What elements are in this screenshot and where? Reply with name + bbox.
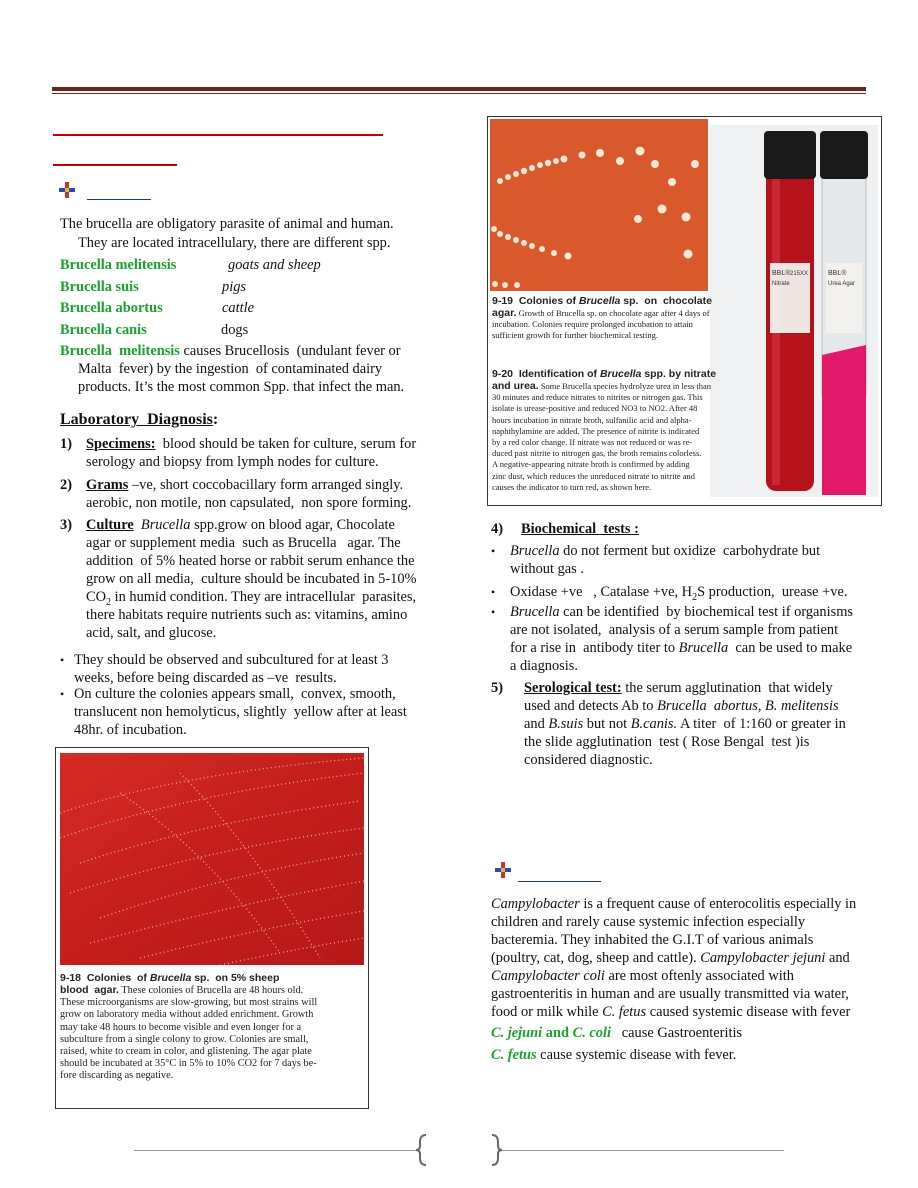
genus: Campylobacter jejuni <box>700 950 826 966</box>
item-title: Grams <box>86 477 129 493</box>
bullet-text: Oxidase +ve , Catalase +ve, H <box>510 584 693 600</box>
biochemical-heading <box>491 520 639 538</box>
list-item <box>60 685 450 741</box>
caption-title: 9-20 Identification of <box>492 368 600 380</box>
item-text: agar or supplement media such as Brucella agar. The <box>86 535 401 551</box>
melitensis-line3: products. It’s the most common Spp. that infect the man. <box>78 379 405 395</box>
caption-text: sufficient growth for further biochemical testing. <box>492 330 659 340</box>
blood-agar-photo <box>60 753 364 965</box>
caption-title: blood agar. <box>60 984 119 996</box>
co2-subscript: 2 <box>106 596 111 608</box>
campy-line: bacteremia. They inhabited the G.I.T of various animals <box>491 932 814 948</box>
campy-text: is a frequent cause of enterocolitis especially in <box>579 896 857 912</box>
footer-rule-left <box>134 1150 418 1151</box>
species-host: dogs <box>221 322 249 338</box>
bullet-text: a diagnosis. <box>510 658 578 674</box>
chocolate-agar-photo <box>490 119 708 291</box>
species-name: Brucella canis <box>60 322 147 338</box>
species-italic: Brucella abortus, B. melitensis <box>657 698 839 714</box>
campy-line: gastroenteritis in human and are usually transmitted via water, <box>491 986 849 1002</box>
item-text: used and detects Ab to <box>524 698 658 714</box>
caption-text: should be incubated at 35°C in 5% to 10% CO2 for 7 days be- <box>60 1058 317 1070</box>
figure-blood-agar <box>55 747 369 1109</box>
item-text: grow on all media, culture should be incubated in 5-10% <box>86 571 417 587</box>
campy-line <box>491 967 794 985</box>
title-underline <box>53 134 383 136</box>
bullet-text: without gas . <box>510 561 584 577</box>
melitensis-line1 <box>60 342 401 360</box>
item-text: –ve, short coccobacillary form arranged singly. <box>128 477 404 493</box>
campy-text: (poultry, cat, dog, sheep and cattle). <box>491 950 701 966</box>
co2-text: CO <box>86 589 106 605</box>
campy-line: children and rarely cause systemic infection especially <box>491 914 806 930</box>
species-host: pigs <box>222 279 246 295</box>
campy-text: food or milk while <box>491 1004 603 1020</box>
campy-line <box>491 1003 850 1021</box>
caption-title: agar. <box>492 307 517 319</box>
tube1-code: 215XX <box>790 271 809 277</box>
item-number: 1) <box>60 436 72 452</box>
bullet-dot-icon: • <box>491 605 496 619</box>
caption-text: A negative-appearing nitrate broth is confirmed by adding <box>492 459 690 470</box>
plus-bullet-icon <box>495 862 511 878</box>
campy-text: caused systemic disease with fever <box>646 1004 851 1020</box>
tube1-brand: BBL® <box>772 270 791 277</box>
caption-genus: Brucella <box>149 972 192 984</box>
intro-line1: The brucella are obligatory parasite of animal and human. <box>60 216 394 232</box>
bullet-text: weeks, before being discarded as –ve results. <box>74 670 337 686</box>
caption-text: zinc dust, which reduces the unreduced nitrate to nitrite and <box>492 470 695 481</box>
genus: Campylobacter <box>491 896 580 912</box>
caption-title: Colonies of <box>81 972 150 984</box>
header-rule-thin <box>52 93 866 94</box>
caption-text: duced past nitrite to nitrogen gas, the broth remains colorless. <box>492 448 702 459</box>
caption-text: These microorganisms are slow-growing, but most strains will <box>60 997 318 1009</box>
item-text: aerobic, non motile, non capsulated, non spore forming. <box>86 495 412 511</box>
lab-heading-text: Laboratory Diagnosis <box>60 411 213 428</box>
footer-rule-right <box>500 1150 784 1151</box>
section-underline <box>518 881 601 882</box>
caption-text: may take 48 hours to become visible and even longer for a <box>60 1021 302 1033</box>
caption-text: raised, white to cream in color, and glistening. The agar plate <box>60 1046 312 1058</box>
figure-number: 9-18 <box>60 972 82 984</box>
lab-heading <box>60 411 218 429</box>
tube1-name: Nitrate <box>772 281 790 287</box>
item-text: and <box>524 716 549 732</box>
item-text: serology and biopsy from lymph nodes for culture. <box>86 454 379 470</box>
item-text: in humid condition. They are intracellular parasites, <box>111 589 417 605</box>
lab-item-culture <box>60 516 450 646</box>
caption-genus: Brucella <box>599 368 642 380</box>
species-name: Brucella abortus <box>60 300 163 316</box>
section-title: Biochemical tests : <box>521 521 639 537</box>
caption-text: hours incubation in nitrate broth, sulfanilic acid and alpha- <box>492 414 692 425</box>
caption-text: grow on laboratory media without added enrichment. Growth <box>60 1009 314 1021</box>
item-text: the slide agglutination test ( Rose Bengal test )is <box>524 734 810 750</box>
genus: Campylobacter coli <box>491 968 605 984</box>
campy-text: cause Gastroenteritis <box>610 1025 743 1041</box>
melitensis-name: Brucella melitensis <box>60 343 180 359</box>
footer-right-brace-icon <box>490 1134 504 1166</box>
footer-left-brace-icon <box>414 1134 428 1166</box>
item-number: 2) <box>60 477 72 493</box>
genus: Brucella <box>678 640 729 656</box>
bullet-text: They should be observed and subcultured for at least 3 <box>74 652 389 668</box>
intro-line2: They are located intracellulary, there are different spp. <box>78 235 391 251</box>
tube2-brand: BBL® <box>828 270 847 277</box>
item-text: A titer of 1:160 or greater in <box>677 716 846 732</box>
item-text: considered diagnostic. <box>524 752 653 768</box>
caption-title: 9-19 Colonies of <box>492 295 579 307</box>
section-underline <box>87 199 151 200</box>
item-text: but not <box>583 716 631 732</box>
species-green: C. coli <box>572 1025 611 1041</box>
bullet-text: On culture the colonies appears small, convex, smooth, <box>74 686 396 702</box>
bullet-text: translucent non hemolyticus, slightly yellow after at least <box>74 704 407 720</box>
plus-bullet-icon <box>59 182 75 198</box>
item-number: 3) <box>60 517 72 533</box>
tube2-name: Urea Agar <box>828 281 856 287</box>
species-green: C. jejuni <box>491 1025 543 1041</box>
species-italic: B.suis <box>548 716 584 732</box>
bullet-text: 48hr. of incubation. <box>74 722 187 738</box>
item-number: 4) <box>491 521 503 537</box>
item-title: Serological test: <box>524 680 622 696</box>
bullet-dot-icon: • <box>60 687 65 701</box>
bullet-text: can be identified by biochemical test if organisms <box>559 604 854 620</box>
lab-item-grams <box>60 476 450 516</box>
campy-text: and <box>825 950 850 966</box>
melitensis-text: causes Brucellosis (undulant fever or <box>179 343 401 359</box>
bullet-dot-icon: • <box>60 653 65 667</box>
caption-text: by a red color change. If nitrate was not reduced or was re- <box>492 437 693 448</box>
bullet-text: S production, urease +ve. <box>697 584 848 600</box>
item-genus: Brucella <box>133 517 191 533</box>
campy-text: are most oftenly associated with <box>604 968 794 984</box>
genus: C. fetus <box>602 1004 647 1020</box>
item-number: 5) <box>491 680 503 696</box>
h2s-subscript: 2 <box>692 591 698 603</box>
title-underline-2 <box>53 164 177 166</box>
caption-text: Growth of Brucella sp. on chocolate agar after 4 days of <box>516 308 710 318</box>
lab-item-specimens <box>60 435 450 475</box>
figure-caption <box>492 295 712 341</box>
species-host: cattle <box>222 300 254 316</box>
lab-heading-colon: : <box>212 411 219 428</box>
genus: Brucella <box>510 604 560 620</box>
caption-text: causes the indicator to turn red, as shown here. <box>492 481 652 492</box>
serological-item <box>491 679 881 771</box>
item-text: there habitats require nutrients such as: vitamins, amino <box>86 607 408 623</box>
caption-text: fore discarding as negative. <box>60 1070 174 1082</box>
bullet-text: can be used to make <box>728 640 853 656</box>
species-name: Brucella melitensis <box>60 257 177 273</box>
caption-title: spp. by nitrate <box>641 368 717 380</box>
caption-text: incubation. Colonies require prolonged incubation to attain <box>492 319 693 329</box>
header-rule <box>52 87 866 91</box>
item-text: spp.grow on blood agar, Chocolate <box>190 517 395 533</box>
genus: Brucella <box>510 543 560 559</box>
item-text: acid, salt, and glucose. <box>86 625 217 641</box>
item-text: blood should be taken for culture, serum for <box>155 436 417 452</box>
list-item <box>60 651 450 687</box>
caption-text: subculture from a single colony to grow. Colonies are small, <box>60 1033 309 1045</box>
item-title: Culture <box>86 517 134 533</box>
campy-line <box>491 949 850 967</box>
campy-gastro-line <box>491 1024 742 1042</box>
bullet-text: are not isolated, analysis of a serum sample from patient <box>510 622 839 638</box>
caption-title: sp. on chocolate <box>620 295 712 307</box>
bullet-text: do not ferment but oxidize carbohydrate but <box>559 543 821 559</box>
campy-systemic-line <box>491 1046 736 1064</box>
species-host: goats and sheep <box>228 257 321 273</box>
campy-text: cause systemic disease with fever. <box>536 1047 737 1063</box>
bullet-text: for a rise in antibody titer to <box>510 640 679 656</box>
species-italic: B.canis. <box>630 716 678 732</box>
species-name: Brucella suis <box>60 279 139 295</box>
caption-text: isolate is urease-positive and reduced NO3 to NO2. After 48 <box>492 403 698 414</box>
caption-text: Some Brucella species hydrolyze urea in less than <box>538 381 711 391</box>
caption-title: sp. on 5% sheep <box>191 972 280 984</box>
caption-text: naphthylamine are added. The presence of nitrite is indicated <box>492 425 700 436</box>
bullet-dot-icon: • <box>491 585 496 599</box>
caption-title: and urea. <box>492 380 539 392</box>
item-title: Specimens: <box>86 436 156 452</box>
item-text: the serum agglutination that widely <box>621 680 833 696</box>
campy-line <box>491 895 856 913</box>
figure-caption <box>492 368 717 493</box>
melitensis-line2: Malta fever) by the ingestion of contaminated dairy <box>78 361 383 377</box>
caption-genus: Brucella <box>578 295 621 307</box>
figure-caption <box>60 972 366 1083</box>
item-text: addition of 5% heated horse or rabbit serum enhance the <box>86 553 415 569</box>
nitrate-urea-tubes-photo <box>710 125 878 497</box>
caption-text: These colonies of Brucella are 48 hours old. <box>118 985 304 996</box>
bullet-dot-icon: • <box>491 544 496 558</box>
figure-chocolate-agar-and-tubes <box>487 116 882 506</box>
species-green: and <box>542 1025 573 1041</box>
species-green: C. fetus <box>491 1047 537 1063</box>
caption-text: 30 minutes and reduce nitrates to nitrites or nitrogen gas. This <box>492 392 703 403</box>
